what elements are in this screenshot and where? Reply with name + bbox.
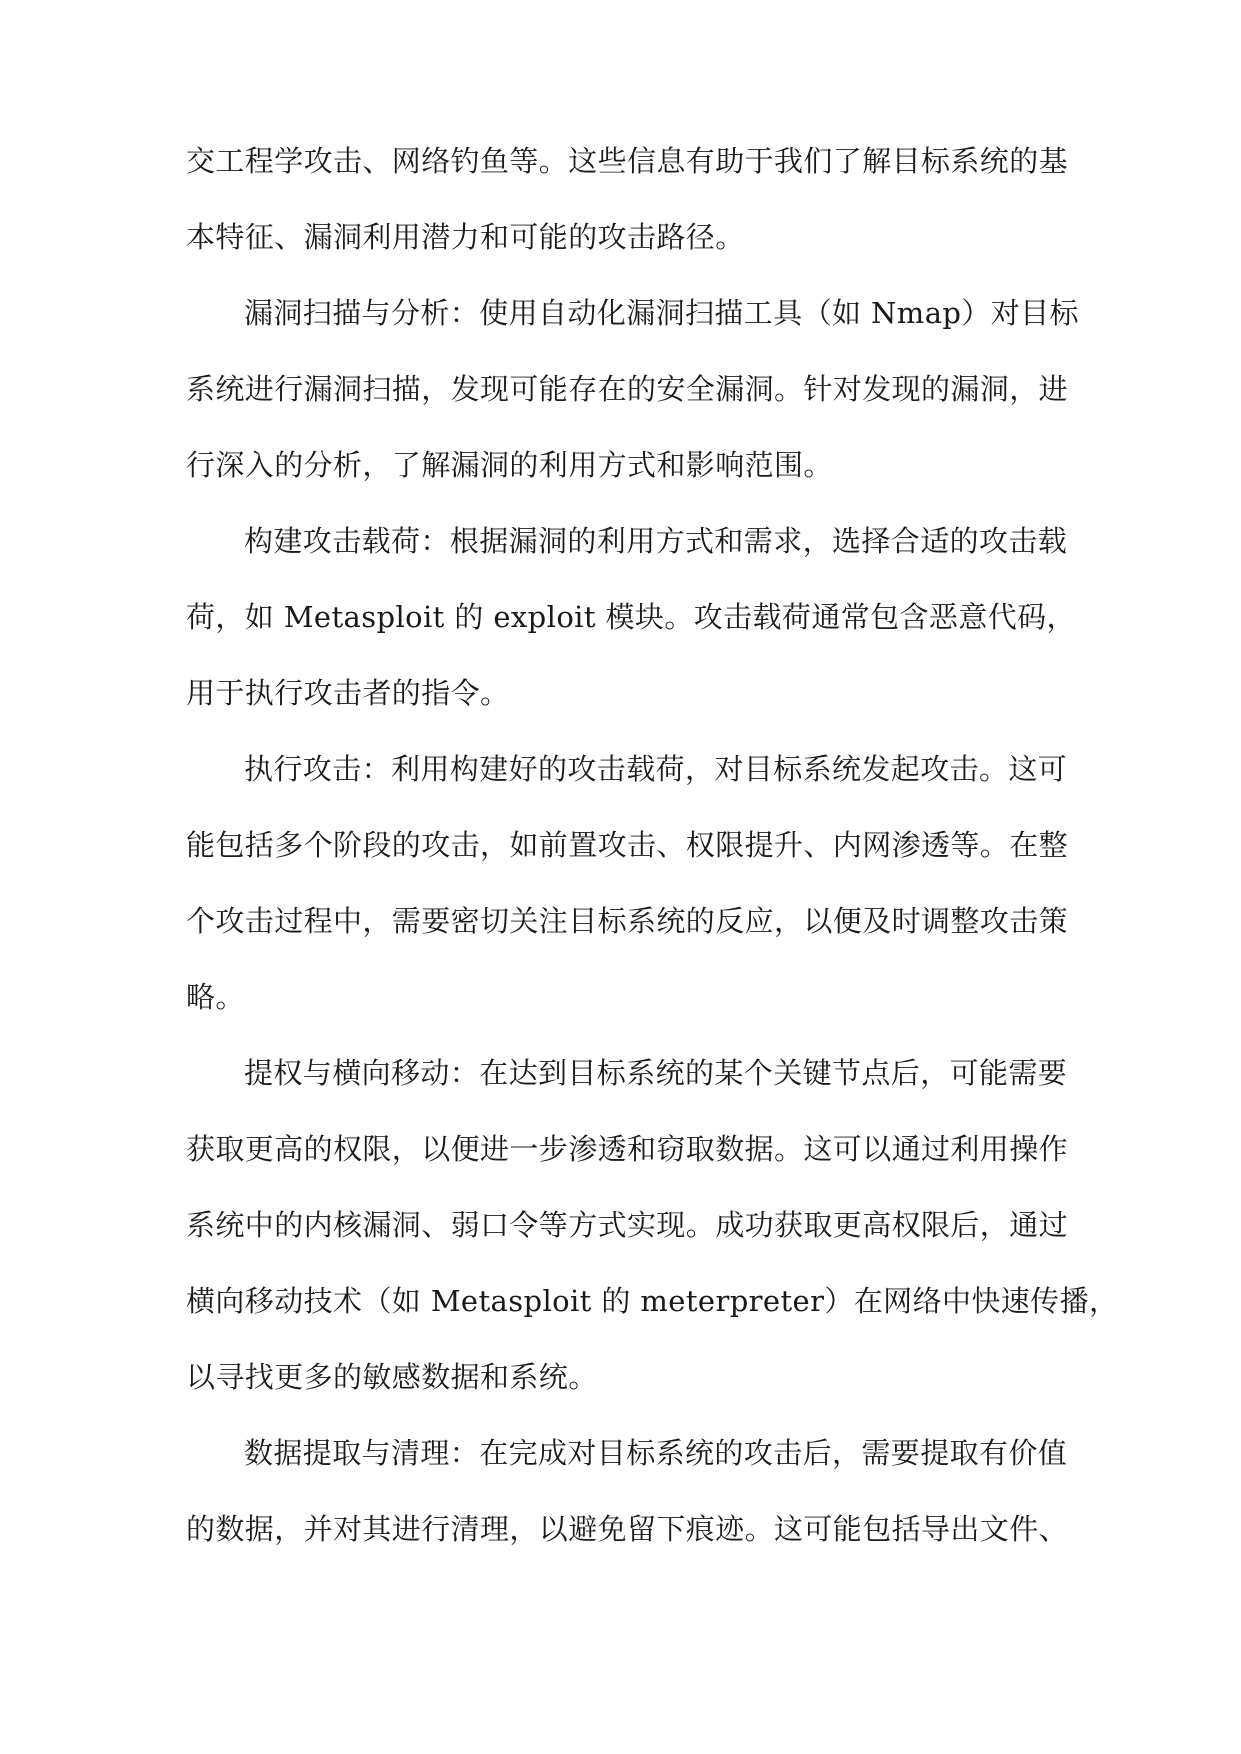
text-line: 本特征、漏洞利用潜力和可能的攻击路径。 [186,220,745,254]
text-line: 数据提取与清理：在完成对目标系统的攻击后，需要提取有价值 [244,1436,1068,1470]
text-line: 用于执行攻击者的指令。 [186,676,510,710]
text-line: 构建攻击载荷：根据漏洞的利用方式和需求，选择合适的攻击载 [244,524,1068,558]
text-line: 执行攻击：利用构建好的攻击载荷，对目标系统发起攻击。这可 [244,752,1068,786]
text-line: 系统中的内核漏洞、弱口令等方式实现。成功获取更高权限后，通过 [186,1208,1069,1242]
text-line: 个攻击过程中，需要密切关注目标系统的反应，以便及时调整攻击策 [186,904,1069,938]
text-line: 获取更高的权限，以便进一步渗透和窃取数据。这可以通过利用操作 [186,1132,1069,1166]
text-line: 略。 [186,980,245,1014]
body-text [186,143,1119,1587]
text-line: 横向移动技术（如 Metasploit 的 meterpreter）在网络中快速传播， [186,1284,1119,1318]
text-line: 行深入的分析，了解漏洞的利用方式和影响范围。 [186,448,833,482]
text-line: 能包括多个阶段的攻击，如前置攻击、权限提升、内网渗透等。在整 [186,828,1069,862]
text-line: 荷，如 Metasploit 的 exploit 模块。攻击载荷通常包含恶意代码， [186,600,1076,634]
text-line: 漏洞扫描与分析：使用自动化漏洞扫描工具（如 Nmap）对目标 [244,296,1079,330]
text-line: 的数据，并对其进行清理，以避免留下痕迹。这可能包括导出文件、 [186,1512,1069,1546]
text-line: 提权与横向移动：在达到目标系统的某个关键节点后，可能需要 [244,1056,1068,1090]
text-line: 系统进行漏洞扫描，发现可能存在的安全漏洞。针对发现的漏洞，进 [186,372,1069,406]
text-line: 以寻找更多的敏感数据和系统。 [186,1360,598,1394]
text-line: 交工程学攻击、网络钓鱼等。这些信息有助于我们了解目标系统的基 [186,144,1069,178]
